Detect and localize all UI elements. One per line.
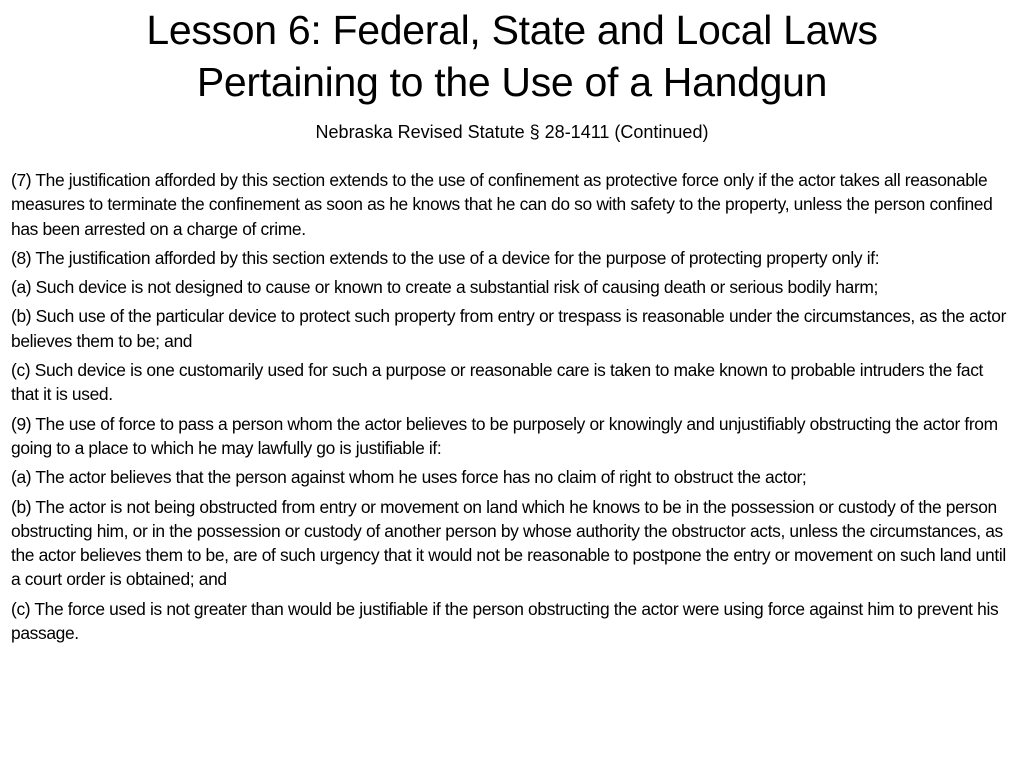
- slide-body: [11, 168, 1013, 650]
- paragraph-9: (9) The use of force to pass a person whom the actor believes to be purposely or knowingly and unjustifiably obstructing the actor from going to a place to which he may lawfully go is justifiable if:: [11, 413, 998, 458]
- paragraph-9b: (b) The actor is not being obstructed from entry or movement on land which he knows to be in the possession or custody of the person obstructing him, or in the possession or custody of another person by whose authority the obstructor acts, unless the circumstances, as the actor believes them to be, are of such urgency that it would not be reasonable to postpone the entry or movement on such land until a court order is obtained; and: [11, 496, 1006, 590]
- slide-title-line-1: Lesson 6: Federal, State and Local Laws: [146, 7, 878, 53]
- paragraph-9c: (c) The force used is not greater than would be justifiable if the person obstructing the actor were using force against him to prevent his passage.: [11, 598, 999, 644]
- paragraph-8c: (c) Such device is one customarily used for such a purpose or reasonable care is taken to make known to probable intruders the fact that it is used.: [11, 360, 984, 405]
- slide-title: [40, 4, 984, 108]
- paragraph-8a: (a) Such device is not designed to cause or known to create a substantial risk of causing death or serious bodily harm;: [11, 277, 879, 298]
- paragraph-7: (7) The justification afforded by this section extends to the use of confinement as protective force only if the actor takes all reasonable measures to terminate the confinement as soon as he knows that he can do so with safety to the property, unless the person confined has been arrested on a charge of crime.: [11, 170, 993, 239]
- paragraph-9a: (a) The actor believes that the person against whom he uses force has no claim of right to obstruct the actor;: [11, 467, 807, 488]
- paragraph-8b: (b) Such use of the particular device to protect such property from entry or trespass is reasonable under the circumstances, as the actor believes them to be; and: [11, 306, 1007, 351]
- slide-subtitle: Nebraska Revised Statute § 28-1411 (Continued): [315, 122, 709, 142]
- paragraph-8: (8) The justification afforded by this section extends to the use of a device for the purpose of protecting property only if:: [11, 247, 880, 268]
- slide-title-line-2: Pertaining to the Use of a Handgun: [196, 59, 828, 105]
